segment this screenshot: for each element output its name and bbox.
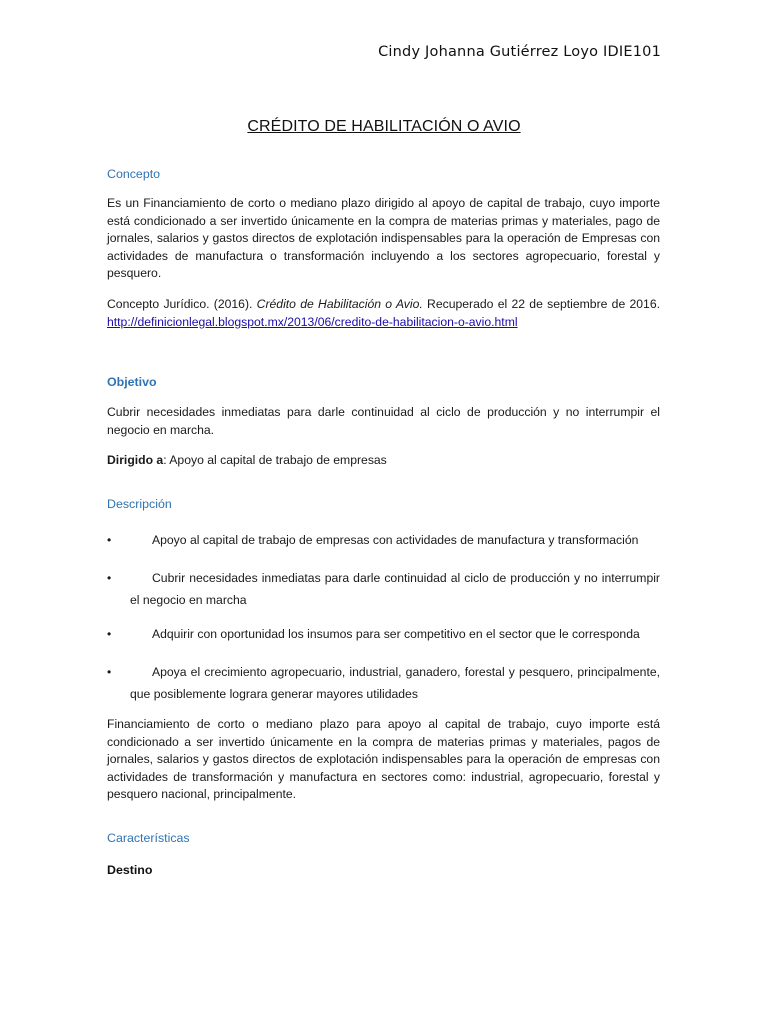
caracteristicas-heading: Características bbox=[107, 831, 190, 845]
bullet-icon: • bbox=[107, 627, 112, 641]
descripcion-heading: Descripción bbox=[107, 497, 172, 511]
citation-italic-title: Crédito de Habilitación o Avio. bbox=[256, 297, 423, 311]
bullet-icon: • bbox=[107, 533, 112, 547]
descripcion-paragraph: Financiamiento de corto o mediano plazo para apoyo al capital de trabajo, cuyo importe está condicionado a ser invertido únicamente en la compra de materias primas y materiales, pagos de jornales, salarios y gastos directos de explotación indispensables para la operación de empresas con actividades de transformación y manufactura en sectores como: industrial, agropecuario, forestal y pesquero nacional, principalmente. bbox=[107, 717, 660, 802]
objetivo-paragraph: Cubrir necesidades inmediatas para darle continuidad al ciclo de producción y no interrumpir el negocio en marcha. bbox=[107, 405, 660, 437]
destino-subheading: Destino bbox=[107, 863, 153, 877]
list-item bbox=[107, 567, 660, 611]
bullet-icon: • bbox=[107, 571, 112, 585]
author-header: Cindy Johanna Gutiérrez Loyo IDIE101 bbox=[378, 44, 661, 60]
concepto-citation bbox=[107, 296, 660, 331]
list-item bbox=[107, 661, 660, 705]
bullet-icon: • bbox=[107, 665, 112, 679]
dirigido-label: Dirigido a bbox=[107, 453, 164, 467]
list-item-text: Apoya el crecimiento agropecuario, industrial, ganadero, forestal y pesquero, principalmente, que posiblemente lograra generar mayores utilidades bbox=[130, 665, 660, 701]
citation-suffix: Recuperado el 22 de septiembre de 2016. bbox=[422, 297, 660, 311]
list-item-text: Apoyo al capital de trabajo de empresas con actividades de manufactura y transformación bbox=[152, 533, 639, 547]
concepto-paragraph: Es un Financiamiento de corto o mediano plazo dirigido al apoyo de capital de trabajo, cuyo importe está condicionado a ser invertido únicamente en la compra de materias primas y materiales, pago de jornales, salarios y gastos directos de explotación indispensables para la operación de Empresas con actividades de manufactura o transformación incluyendo a los sectores agropecuario, forestal y pesquero. bbox=[107, 196, 660, 281]
dirigido-line bbox=[107, 452, 660, 470]
list-item bbox=[107, 623, 660, 645]
list-item bbox=[107, 529, 660, 551]
objetivo-heading: Objetivo bbox=[107, 375, 157, 389]
list-item-text: Adquirir con oportunidad los insumos para ser competitivo en el sector que le corresponda bbox=[152, 627, 640, 641]
citation-prefix: Concepto Jurídico. (2016). bbox=[107, 297, 257, 311]
concepto-heading: Concepto bbox=[107, 167, 161, 181]
list-item-text: Cubrir necesidades inmediatas para darle continuidad al ciclo de producción y no interrumpir el negocio en marcha bbox=[130, 571, 660, 607]
citation-link[interactable]: http://definicionlegal.blogspot.mx/2013/06/credito-de-habilitacion-o-avio.html bbox=[107, 314, 518, 329]
document-title: CRÉDITO DE HABILITACIÓN O AVIO bbox=[247, 118, 521, 135]
dirigido-text: : Apoyo al capital de trabajo de empresas bbox=[163, 453, 387, 467]
